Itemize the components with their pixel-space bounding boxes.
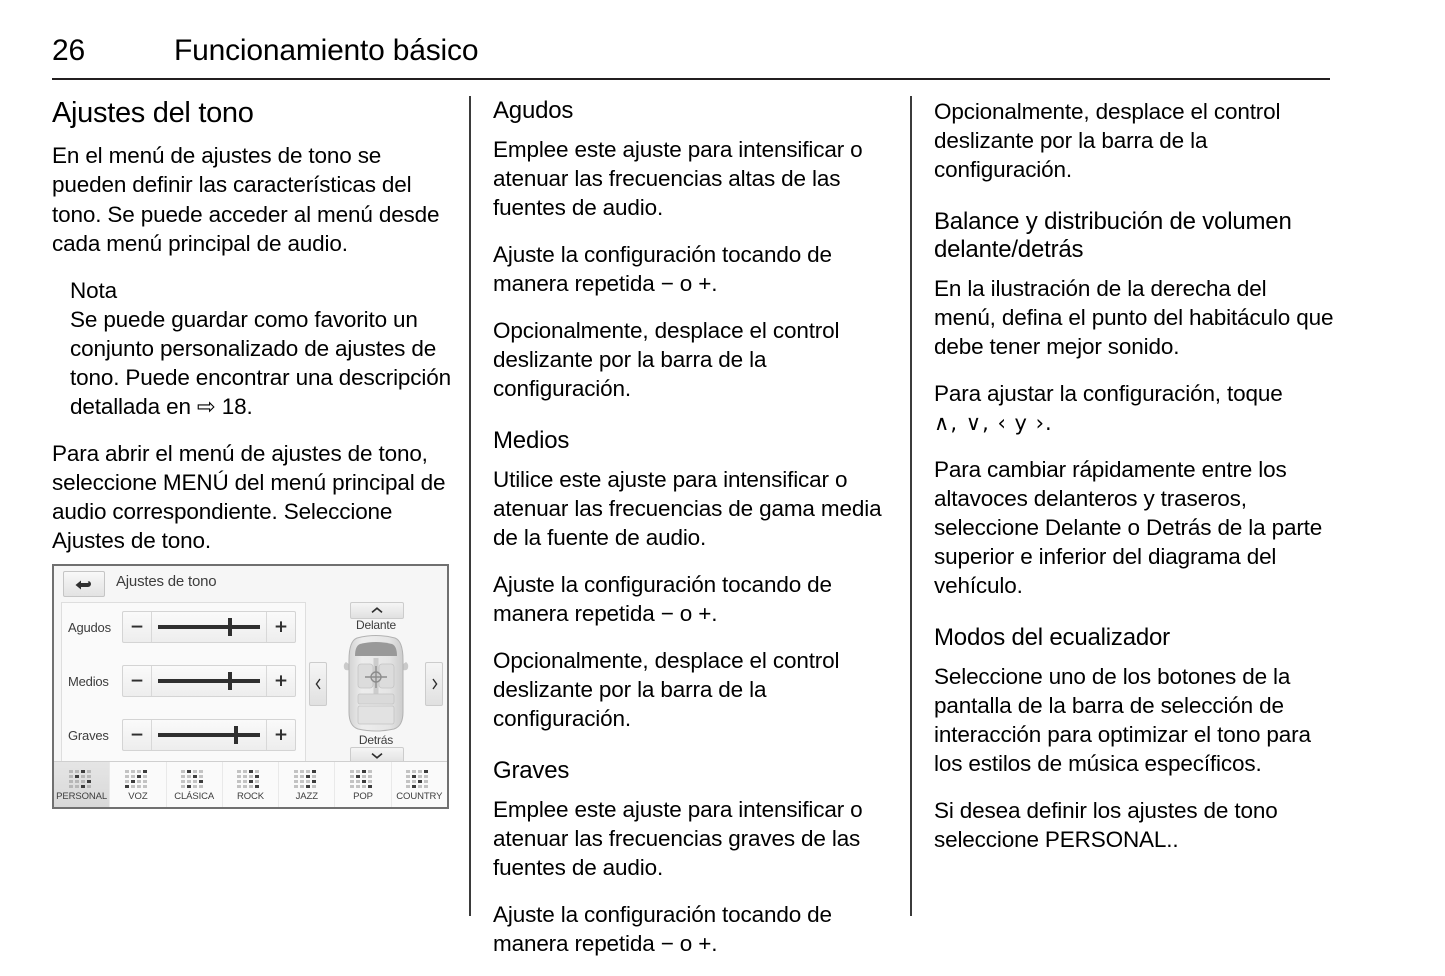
preset-personal[interactable] [54,762,110,807]
navigation-symbols: ∧, ∨, ‹ y ›. [934,410,1053,435]
paragraph-balance-2 [934,379,1334,437]
preset-label-jazz: JAZZ [295,790,318,802]
paragraph-medios-3: Opcionalmente, desplace el control deslizante por la barra de la configuración. [493,647,840,731]
preset-label-pop: POP [353,790,373,802]
slider-track-line-graves [158,733,260,737]
column-2 [493,97,893,976]
paragraph-balance-2-lead: Para ajustar la configuración, toque [934,380,1283,406]
equalizer-bars-icon [123,768,153,790]
note-text: Se puede guardar como favorito un conjunto personalizado de ajustes de tono. Puede encontrar una descripción detallada en ⇨ 18. [70,306,451,419]
slider-plus-agudos[interactable]: + [266,612,295,642]
preset-jazz[interactable] [279,762,335,807]
paragraph-agudos-1: Emplee este ajuste para intensificar o atenuar las frecuencias altas de las fuentes de audio. [493,136,863,220]
slider-plus-medios[interactable]: + [266,666,295,696]
page-title: Funcionamiento básico [174,34,479,67]
slider-label-graves: Graves [68,727,109,743]
section-title-ajustes-del-tono: Ajustes del tono [52,97,254,129]
note-block [52,276,452,421]
slider-track-graves[interactable] [152,720,266,750]
vehicle-top-view-diagram[interactable] [343,632,409,734]
page-number: 26 [52,34,85,67]
infotainment-title: Ajustes de tono [116,573,217,590]
equalizer-preset-bar[interactable] [54,761,447,807]
slider-thumb-graves[interactable] [234,726,238,744]
preset-rock[interactable] [223,762,279,807]
equalizer-bars-icon [348,768,378,790]
preset-label-clasica: CLÁSICA [174,790,215,802]
preset-label-country: COUNTRY [396,790,443,802]
equalizer-bars-icon [179,768,209,790]
tone-sliders-panel [61,602,306,764]
slider-thumb-medios[interactable] [228,672,232,690]
slider-plus-graves[interactable]: + [266,720,295,750]
subsection-title-modos-ecualizador: Modos del ecualizador [934,623,1170,651]
slider-track-line-medios [158,679,260,683]
slider-track-medios[interactable] [152,666,266,696]
preset-country[interactable] [392,762,447,807]
slider-widget-graves[interactable] [122,719,296,751]
preset-label-rock: ROCK [236,790,265,802]
chevron-right-icon[interactable] [425,662,443,706]
slider-label-medios: Medios [68,673,109,689]
column-3 [934,97,1334,872]
balance-fade-panel [307,602,445,762]
page-header [52,34,1330,80]
slider-row-graves[interactable] [62,717,305,753]
column-divider-1 [469,96,471,916]
front-label: Delante [356,618,396,632]
equalizer-bars-icon [67,768,97,790]
slider-label-agudos: Agudos [68,619,111,635]
slider-track-agudos[interactable] [152,612,266,642]
paragraph-agudos-2: Ajuste la configuración tocando de manera repetida − o +. [493,241,832,296]
equalizer-bars-icon [404,768,434,790]
paragraph-medios-2: Ajuste la configuración tocando de manera repetida − o +. [493,571,832,626]
paragraph-balance-1: En la ilustración de la derecha del menú, defina el punto del habitáculo que debe tener mejor sonido. [934,275,1334,359]
equalizer-bars-icon [292,768,322,790]
paragraph-agudos-3: Opcionalmente, desplace el control deslizante por la barra de la configuración. [493,317,840,401]
note-label: Nota [70,277,117,303]
slider-thumb-agudos[interactable] [228,618,232,636]
slider-widget-medios[interactable] [122,665,296,697]
slider-minus-medios[interactable]: − [123,666,152,696]
slider-widget-agudos[interactable] [122,611,296,643]
paragraph-graves-2: Ajuste la configuración tocando de manera repetida − o +. [493,901,832,956]
infotainment-topbar [54,566,447,600]
infotainment-screenshot-figure [52,564,449,809]
paragraph-eq-1: Seleccione uno de los botones de la pantalla de la barra de selección de interacción para optimizar el tono para los estilos de música específicos. [934,663,1311,776]
paragraph-medios-1: Utilice este ajuste para intensificar o atenuar las frecuencias de gama media de la fuente de audio. [493,466,882,550]
subsection-title-balance: Balance y distribución de volumen delante/detrás [934,208,1292,263]
preset-clasica[interactable] [167,762,223,807]
slider-track-line-agudos [158,625,260,629]
slider-minus-graves[interactable]: − [123,720,152,750]
preset-label-personal: PERSONAL [56,790,108,802]
slider-minus-agudos[interactable]: − [123,612,152,642]
equalizer-bars-icon [235,768,265,790]
rear-label: Detrás [358,733,394,747]
preset-pop[interactable] [335,762,391,807]
paragraph-intro: En el menú de ajustes de tono se pueden definir las características del tono. Se puede acceder al menú desde cada menú principal de audio. [52,143,440,256]
paragraph-abrir-menu: Para abrir el menú de ajustes de tono, seleccione MENÚ del menú principal de audio correspondiente. Seleccione Ajustes de tono. [52,440,446,553]
paragraph-graves-1: Emplee este ajuste para intensificar o atenuar las frecuencias graves de las fuentes de audio. [493,796,863,880]
subsection-title-agudos: Agudos [493,97,574,124]
back-arrow-icon[interactable] [63,571,105,597]
paragraph-eq-2: Si desea definir los ajustes de tono seleccione PERSONAL.. [934,797,1278,852]
chevron-left-icon[interactable] [309,662,327,706]
preset-voz[interactable] [110,762,166,807]
column-1 [52,97,452,573]
chevron-up-icon[interactable] [350,602,404,619]
slider-row-agudos[interactable] [62,609,305,645]
paragraph-balance-3: Para cambiar rápidamente entre los altavoces delanteros y traseros, seleccione Delante o Detrás de la parte superior e inferior del diagrama del vehículo. [934,456,1323,598]
preset-label-voz: VOZ [128,790,148,802]
subsection-title-graves: Graves [493,756,570,784]
paragraph-opcionalmente: Opcionalmente, desplace el control deslizante por la barra de la configuración. [934,99,1281,183]
slider-row-medios[interactable] [62,663,305,699]
subsection-title-medios: Medios [493,426,570,454]
column-divider-2 [910,96,912,916]
